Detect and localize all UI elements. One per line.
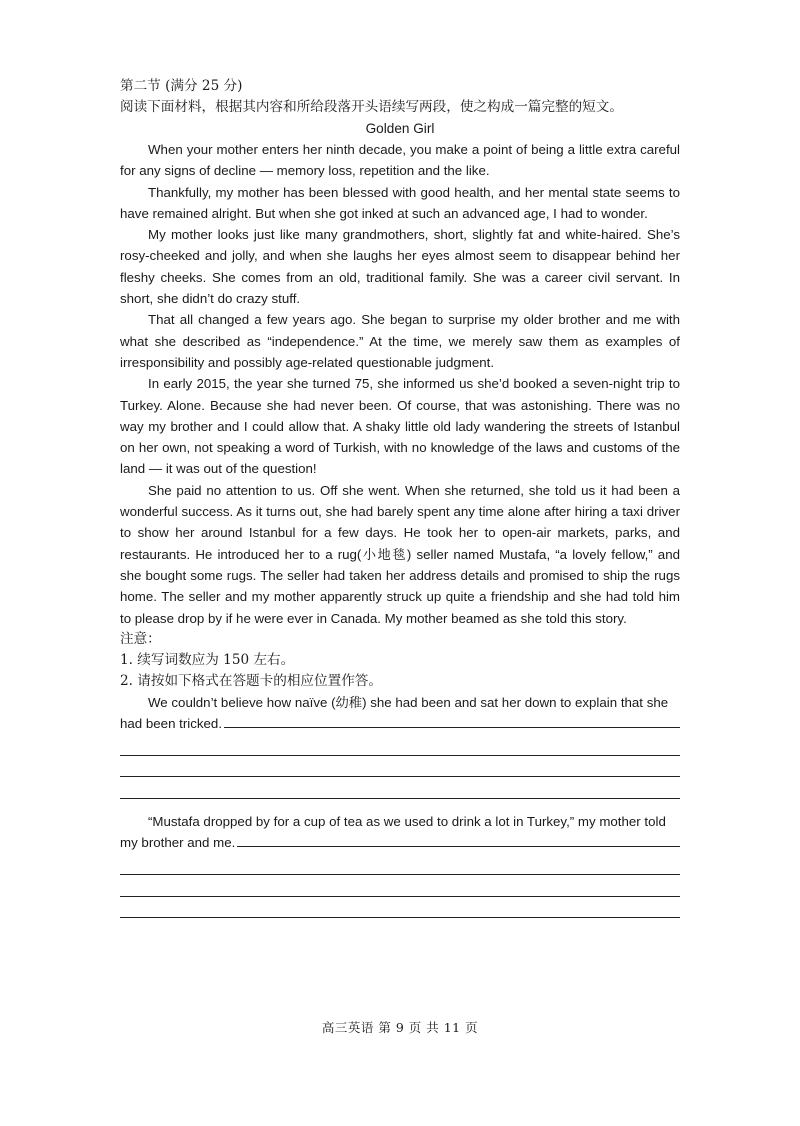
story-paragraph-1: When your mother enters her ninth decade, you make a point of being a little extra careful for any signs of decline — memory loss, repetition and the like. [120,142,680,179]
notes-item-2: 2. 请按如下格式在答题卡的相应位置作答。 [120,672,382,689]
answer-block-1 [120,692,680,799]
answer-line[interactable] [120,777,680,799]
notes-item-1: 1. 续写词数应为 150 左右。 [120,651,295,668]
spacer [120,799,680,811]
answer-line[interactable] [120,756,680,778]
answer-line[interactable] [237,832,680,847]
story-paragraph-2: Thankfully, my mother has been blessed with good health, and her mental state seems to have remained alright. But when she got inked at such an advanced age, I had to wonder. [120,184,680,221]
prompt-1-line-1: We couldn’t believe how naïve (幼稚) she had been and sat her down to explain that she [148,694,669,710]
answer-block-2 [120,811,680,918]
story-paragraph-6: She paid no attention to us. Off she went. When she returned, she told us it had been a wonderful success. As it turns out, she had barely spent any time alone after hiring a taxi driver to show her around Istanbul for a few days. He took her to open-air markets, parks, and restaurants. He introduced her to a rug(小地毯) seller named Mustafa, “a lovely fellow,” and she bought some rugs. The seller had taken her address details and promised to ship the rugs home. The seller and my mother apparently struck up quite a friendship and she had told him to please drop by if he were ever in Canada. My mother beamed as she told this story. [120,482,680,626]
story-paragraph-3: My mother looks just like many grandmothers, short, slightly fat and white-haired. She’s rosy-cheeked and jolly, and when she laughs her eyes almost seem to disappear behind her fleshy cheeks. She comes from an old, traditional family. She was a career civil servant. In short, she didn’t do crazy stuff. [120,227,680,307]
notes-label: 注意： [120,630,161,647]
answer-line[interactable] [120,897,680,919]
answer-line[interactable] [120,854,680,876]
answer-line[interactable] [224,713,680,728]
page-footer: 高三英语 第 9 页 共 11 页 [321,1020,479,1035]
story-title: Golden Girl [365,121,435,136]
story-paragraph-5: In early 2015, the year she turned 75, she informed us she’d booked a seven-night trip to Turkey. Alone. Because she had never been. Of course, that was astonishing. There was no way my brother and I could allow that. A shaky little old lady wandering the streets of Istanbul on her own, not speaking a word of Turkish, with no knowledge of the laws and customs of the land — it was out of the question! [120,376,680,477]
prompt-2-line-1: “Mustafa dropped by for a cup of tea as we used to drink a lot in Turkey,” my mother told [148,813,666,829]
answer-line[interactable] [120,734,680,756]
section-instruction: 阅读下面材料，根据其内容和所给段落开头语续写两段，使之构成一篇完整的短文。 [120,99,623,115]
section-heading: 第二节 (满分 25 分) [120,78,243,94]
prompt-1-text: had been tricked. [120,716,223,732]
answer-line[interactable] [120,875,680,897]
prompt-2-text: my brother and me. [120,835,236,851]
prompt-1-line-2 [120,713,680,734]
exam-page [120,76,680,918]
prompt-2-line-2 [120,832,680,853]
story-paragraph-4: That all changed a few years ago. She began to surprise my older brother and me with what she described as “independence.” At the time, we merely saw them as examples of irresponsibility and possibly age-related questionable judgment. [120,312,680,370]
